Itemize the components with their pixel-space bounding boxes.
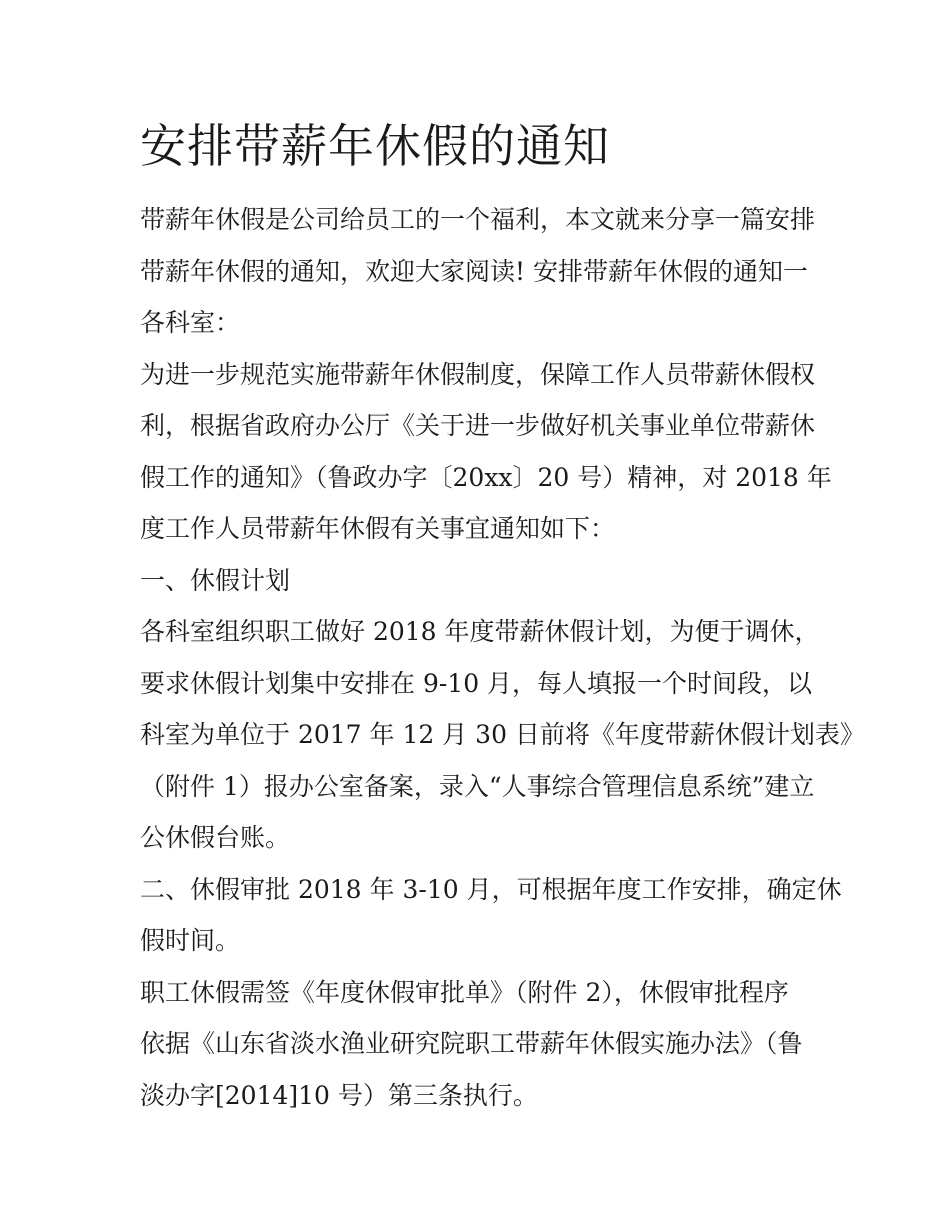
text-line: 为进一步规范实施带薪年休假制度，保障工作人员带薪休假权 (140, 359, 816, 389)
text-line: 一、休假计划 (140, 565, 291, 595)
text-line: 要求休假计划集中安排在 9-10 月，每人填报一个时间段，以 (140, 668, 813, 698)
paragraph (140, 606, 865, 864)
paragraph (140, 864, 842, 967)
text-line: 度工作人员带薪年休假有关事宜通知如下： (140, 514, 616, 543)
text-line: 职工休假需签《年度休假审批单》（附件 2），休假审批程序 (140, 977, 789, 1007)
text-line: （附件 1）报办公室备案，录入“人事综合管理信息系统”建立 (140, 771, 815, 801)
paragraph (140, 967, 815, 1122)
paragraph (140, 194, 815, 297)
text-line: 带薪年休假是公司给员工的一个福利，本文就来分享一篇安排 (140, 205, 816, 234)
text-line: 各科室组织职工做好 2018 年度带薪休假计划，为便于调休， (140, 617, 820, 646)
document-title: 安排带薪年休假的通知 (140, 119, 610, 173)
text-line: 科室为单位于 2017 年 12 月 30 日前将《年度带薪休假计划表》 (140, 720, 865, 749)
paragraph (140, 349, 832, 555)
text-line: 利，根据省政府办公厅《关于进一步做好机关事业单位带薪休 (140, 411, 816, 440)
text-line: 假时间。 (140, 926, 241, 955)
text-line: 各科室： (140, 308, 241, 337)
text-line: 淡办字[2014]10 号）第三条执行。 (140, 1080, 538, 1110)
text-line: 二、休假审批 2018 年 3-10 月，可根据年度工作安排，确定休 (140, 874, 842, 904)
paragraph (140, 555, 815, 607)
text-line: 公休假台账。 (140, 823, 291, 852)
paragraph (140, 297, 815, 349)
document-body (140, 194, 865, 1121)
text-line: 假工作的通知》（鲁政办字〔20xx〕20 号）精神，对 2018 年 (140, 462, 832, 492)
text-line: 依据《山东省淡水渔业研究院职工带薪年休假实施办法》（鲁 (140, 1029, 803, 1058)
text-line: 带薪年休假的通知，欢迎大家阅读! 安排带薪年休假的通知一 (140, 256, 808, 286)
